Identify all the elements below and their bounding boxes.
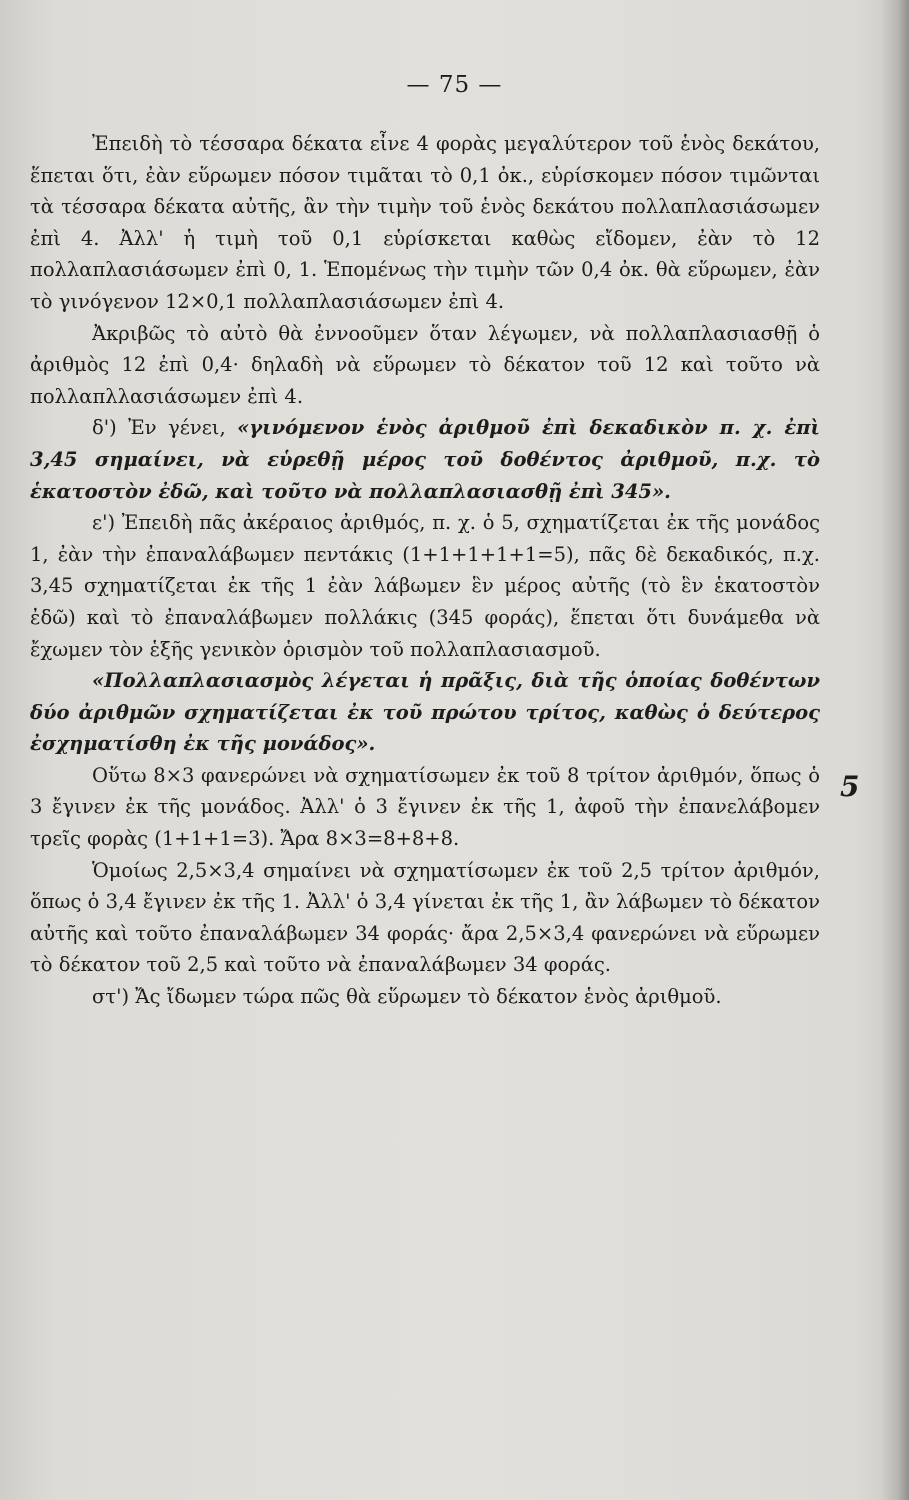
paragraph-2: Ἀκριβῶς τὸ αὐτὸ θὰ ἐννοοῦμεν ὅταν λέγωμεν, νὰ πολλαπλασιασθῇ ὁ ἀριθμὸς 12 ἐπὶ 0,4· δηλαδὴ νὰ εὕρωμεν τὸ δέκατον τοῦ 12 καὶ τοῦτο νὰ πολλαπλλασιάσωμεν ἐπὶ 4. — [30, 321, 820, 408]
page-binding-shadow — [881, 0, 909, 1500]
page-number: — 75 — — [406, 72, 503, 98]
paragraph-1: Ἐπειδὴ τὸ τέσσαρα δέκατα εἶνε 4 φορὰς μεγαλύτερον τοῦ ἑνὸς δεκάτου, ἕπεται ὅτι, ἐὰν εὕρωμεν πόσον τιμᾶται τὸ 0,1 ὀκ., εὑρίσκομεν πόσον τιμῶνται τὰ τέσσαρα δέκατα αὐτῆς, ἂν τὴν τιμὴν τοῦ ἑνὸς δεκάτου πολλαπλασιάσωμεν ἐπὶ 4. Ἀλλ' ἡ τιμὴ τοῦ 0,1 εὑρίσκεται καθὼς εἴδομεν, ἐὰν τὸ 12 πολλαπλασιάσωμεν ἐπὶ 0, 1. Ἑπομένως τὴν τιμὴν τῶν 0,4 ὀκ. θὰ εὕρωμεν, ἐὰν τὸ γινόγενον 12×0,1 πολλαπλασιάσωμεν ἐπὶ 4. — [30, 132, 820, 313]
delta-label: δ') Ἐν γένει, — [92, 416, 238, 440]
paragraph-epsilon: ε') Ἐπειδὴ πᾶς ἀκέραιος ἀριθμός, π. χ. ὁ 5, σχηματίζεται ἐκ τῆς μονάδος 1, ἐὰν τὴν ἐπαναλάβωμεν πεντάκις (1+1+1+1+1=5), πᾶς δὲ δεκαδικός, π.χ. 3,45 σχηματίζεται ἐκ τῆς 1 ἐὰν λάβωμεν ἓν μέρος αὐτῆς (τὸ ἓν ἑκατοστὸν ἐδῶ) καὶ τὸ ἐπαναλάβωμεν πολλάκις (345 φοράς), ἕπεται ὅτι δυνάμεθα νὰ ἔχωμεν τὸν ἑξῆς γενικὸν ὁρισμὸν τοῦ πολλαπλασιασμοῦ. — [30, 511, 820, 661]
multiplication-definition: «Πολλαπλασιασμὸς λέγεται ἡ πρᾶξις, διὰ τῆς ὁποίας δοθέντων δύο ἀριθμῶν σχηματίζεται ἐκ τοῦ πρώτου τρίτος, καθὼς ὁ δεύτερος ἐσχηματίσθη ἐκ τῆς μονάδος». — [30, 669, 820, 756]
paragraph-delta — [30, 412, 820, 507]
paragraph-example-decimal: Ὁμοίως 2,5×3,4 σημαίνει νὰ σχηματίσωμεν ἐκ τοῦ 2,5 τρίτον ἀριθμόν, ὅπως ὁ 3,4 ἔγινεν ἐκ τῆς 1. Ἀλλ' ὁ 3,4 γίνεται ἐκ τῆς 1, ἂν λάβωμεν τὸ δέκατον αὐτῆς καὶ τοῦτο ἐπαναλάβωμεν 34 φοράς· ἄρα 2,5×3,4 φανερώνει νὰ εὕρωμεν τὸ δέκατον τοῦ 2,5 καὶ τοῦτο νὰ ἐπαναλάβωμεν 34 φοράς. — [30, 858, 820, 977]
page-text — [30, 128, 820, 1013]
paragraph-st: στ') Ἄς ἴδωμεν τώρα πῶς θὰ εὕρωμεν τὸ δέκατον ἑνὸς ἀριθμοῦ. — [92, 985, 722, 1009]
margin-mark: 5 — [840, 770, 860, 803]
paragraph-example-8x3: Οὕτω 8×3 φανερώνει νὰ σχηματίσωμεν ἐκ τοῦ 8 τρίτον ἀριθμόν, ὅπως ὁ 3 ἔγινεν ἐκ τῆς μονάδος. Ἀλλ' ὁ 3 ἔγινεν ἐκ τῆς 1, ἀφοῦ τὴν ἐπανελάβομεν τρεῖς φορὰς (1+1+1=3). Ἄρα 8×3=8+8+8. — [30, 763, 820, 851]
delta-rule: «γινόμενον ἑνὸς ἀριθμοῦ ἐπὶ δεκαδικὸν π. χ. ἐπὶ 3,45 σημαίνει, νὰ εὑρεθῇ μέρος τοῦ δοθέντος ἀριθμοῦ, π.χ. τὸ ἑκατοστὸν ἐδῶ, καὶ τοῦτο νὰ πολλαπλασιασθῇ ἐπὶ 345». — [30, 416, 820, 503]
